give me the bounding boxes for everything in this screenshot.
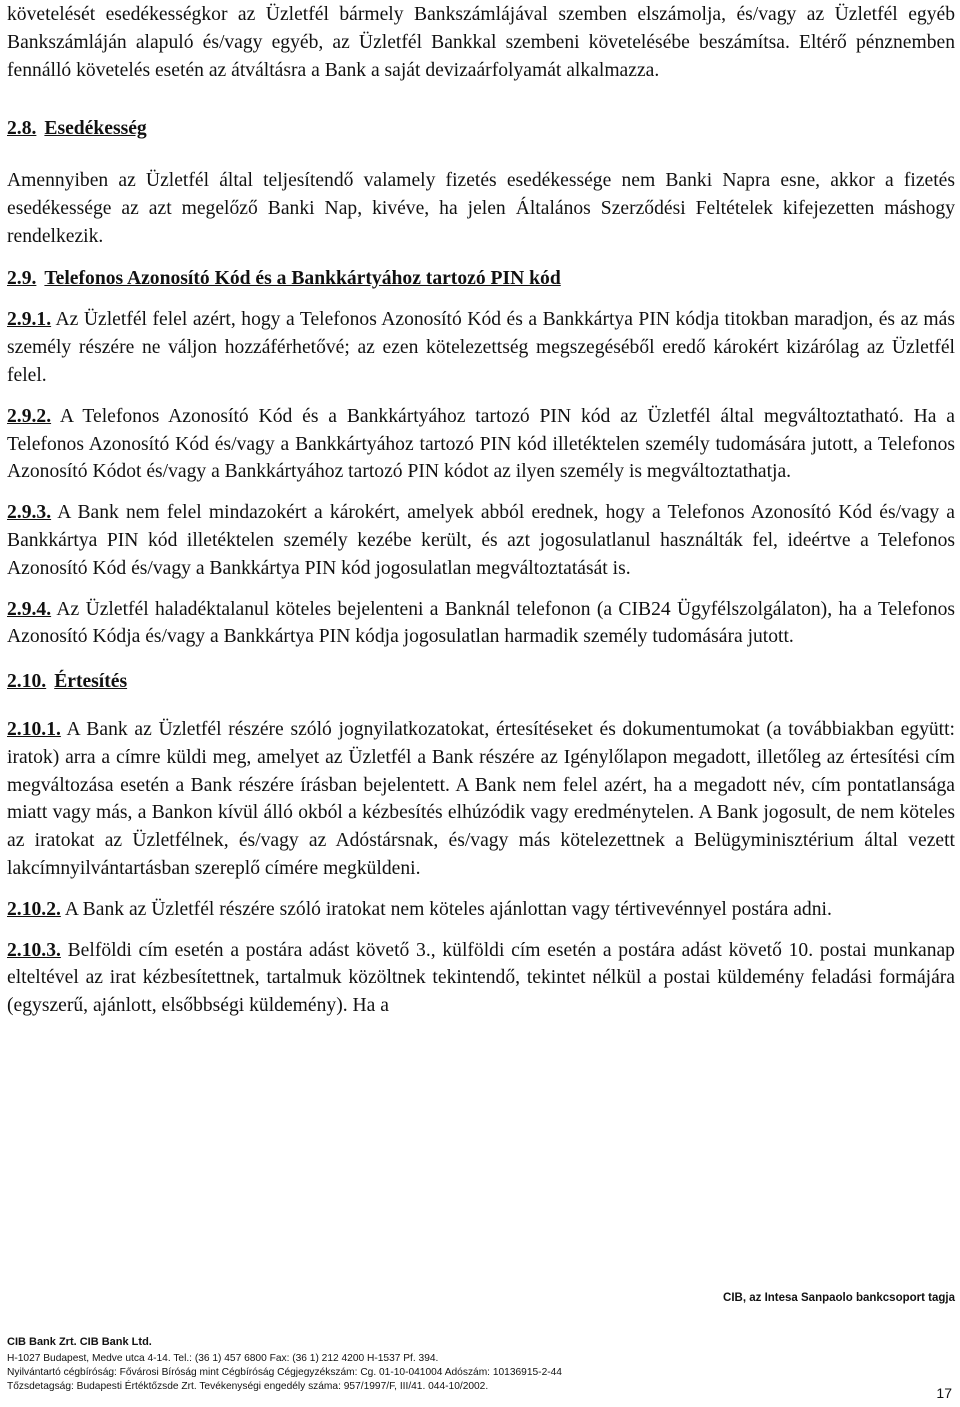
footer-exchange: Tőzsdetagság: Budapesti Értéktőzsde Zrt. Tevékenységi engedély száma: 957/1997/F, III/41. 044-10/2002.: [7, 1381, 489, 1392]
clause-text: Belföldi cím esetén a postára adást követő 3., külföldi cím esetén a postára adást követő 10. postai munkanap elteltével az irat kézbesítettnek, tartalmuk közöltnek tekintendő, tekintet nélkül a postai küldemény feladási formájára (egyszerű, ajánlott, elsőbbségi küldemény). Ha a: [7, 939, 955, 1017]
section-2-10-title: Értesítés: [54, 671, 128, 693]
section-2-8-paragraph: Amennyiben az Üzletfél által teljesítendő valamely fizetés esedékessége nem Banki Napra esne, akkor a fizetés esedékessége az azt megelőző Banki Nap, kivéve, ha jelen Általános Szerződési Feltételek kifejezetten máshogy rendelkezik.: [7, 170, 955, 247]
clause-number: 2.9.2.: [7, 405, 52, 427]
section-2-9-heading: [7, 265, 955, 293]
footer-registry: Nyilvántartó cégbíróság: Fővárosi Bíróság mint Cégbíróság Cégjegyzékszám: Cg. 01-10-041004 Adószám: 10136915-2-44: [7, 1367, 562, 1378]
group-tagline: CIB, az Intesa Sanpaolo bankcsoport tagja: [723, 1292, 955, 1304]
clause-2-9-3: [7, 499, 955, 582]
section-2-10-number: 2.10.: [7, 671, 47, 693]
clause-2-10-3: [7, 937, 955, 1020]
footer-company: CIB Bank Zrt. CIB Bank Ltd.: [7, 1336, 152, 1348]
clause-2-9-1: [7, 306, 955, 389]
clause-number: 2.10.1.: [7, 718, 61, 740]
section-2-9-title: Telefonos Azonosító Kód és a Bankkártyához tartozó PIN kód: [44, 267, 561, 289]
clause-number: 2.9.1.: [7, 309, 52, 331]
clause-text: Az Üzletfél felel azért, hogy a Telefonos Azonosító Kód és a Bankkártya PIN kódja titokban maradjon, és az más személy részére ne váljon hozzáférhetővé; az ezen kötelezettség megszegéséből eredő károkért kizárólag az Üzletfél felel.: [7, 309, 955, 386]
clause-text: A Bank az Üzletfél részére szóló iratokat nem köteles ajánlottan vagy tértivevénnyel postára adni.: [64, 898, 832, 920]
section-2-8-heading: [7, 115, 955, 143]
section-2-8-number: 2.8.: [7, 118, 37, 140]
clause-text: Az Üzletfél haladéktalanul köteles bejelenteni a Banknál telefonon (a CIB24 Ügyfélszolgálaton), ha a Telefonos Azonosító Kódja és/vagy a Bankkártya PIN kódja jogosulatlan harmadik személy tudomására jutott.: [7, 598, 955, 648]
section-2-10-heading: [7, 668, 955, 696]
page-number: 17: [936, 1385, 952, 1401]
clause-number: 2.9.3.: [7, 502, 52, 524]
clause-2-10-1: [7, 716, 955, 883]
clause-text: A Bank az Üzletfél részére szóló jognyilatkozatokat, értesítéseket és dokumentumokat (a továbbiakban együtt: iratok) arra a címre küldi meg, amelyet az Üzletfél a Bank részére az Igénylőlapon megadott, illetőleg az értesítési cím megváltozása esetén a Bank részére írásban bejelentett. A Bank nem felel azért, ha a megadott név, cím pontatlansága miatt vagy más, a Bankon kívül álló okból a kézbesítés elhúzódik vagy eredménytelen. A Bank jogosult, de nem köteles az iratokat az Üzletfélnek, és/vagy az Adóstársnak, és/vagy más kötelezettnek a Belügyminisztérium által vezett lakcímnyilvántartásban szereplő címére megküldeni.: [7, 718, 955, 879]
clause-number: 2.10.3.: [7, 939, 61, 961]
clause-2-9-4: [7, 596, 955, 652]
clause-2-10-2: [7, 896, 955, 924]
intro-paragraph: követelését esedékességkor az Üzletfél bármely Bankszámlájával szemben elszámolja, és/vagy az Üzletfél egyéb Bankszámláján alapuló és/vagy egyéb, az Üzletfél Bankkal szembeni követelésébe beszámítsa. Eltérő pénznemben fennálló követelés esetén az átváltásra a Bank a saját devizaárfolyamát alkalmazza.: [7, 4, 955, 81]
clause-2-9-2: [7, 403, 955, 486]
clause-text: A Telefonos Azonosító Kód és a Bankkártyához tartozó PIN kód az Üzletfél által megváltoztatható. Ha a Telefonos Azonosító Kód és/vagy a Bankkártyához tartozó PIN kód illetéktelen személy tudomására jutott, a Telefonos Azonosító Kódot és/vagy a Bankkártyához tartozó PIN kódot az ilyen személy is megváltoztathatja.: [7, 405, 955, 483]
footer-address: H-1027 Budapest, Medve utca 4-14. Tel.: (36 1) 457 6800 Fax: (36 1) 212 4200 H-1537 Pf. 394.: [7, 1353, 439, 1364]
clause-number: 2.10.2.: [7, 898, 61, 920]
section-2-9-number: 2.9.: [7, 267, 37, 289]
clause-number: 2.9.4.: [7, 598, 52, 620]
clause-text: A Bank nem felel mindazokért a károkért, amelyek abból erednek, hogy a Telefonos Azonosító Kód és/vagy a Bankkártya PIN kód illetéktelen személy kezébe került, és azt jogosulatlanul használták fel, ideértve a Telefonos Azonosító Kód és/vagy a Bankkártya PIN kód jogosulatlan megváltoztatását is.: [7, 502, 955, 579]
document-page: [7, 0, 955, 1020]
section-2-8-title: Esedékesség: [44, 118, 147, 140]
